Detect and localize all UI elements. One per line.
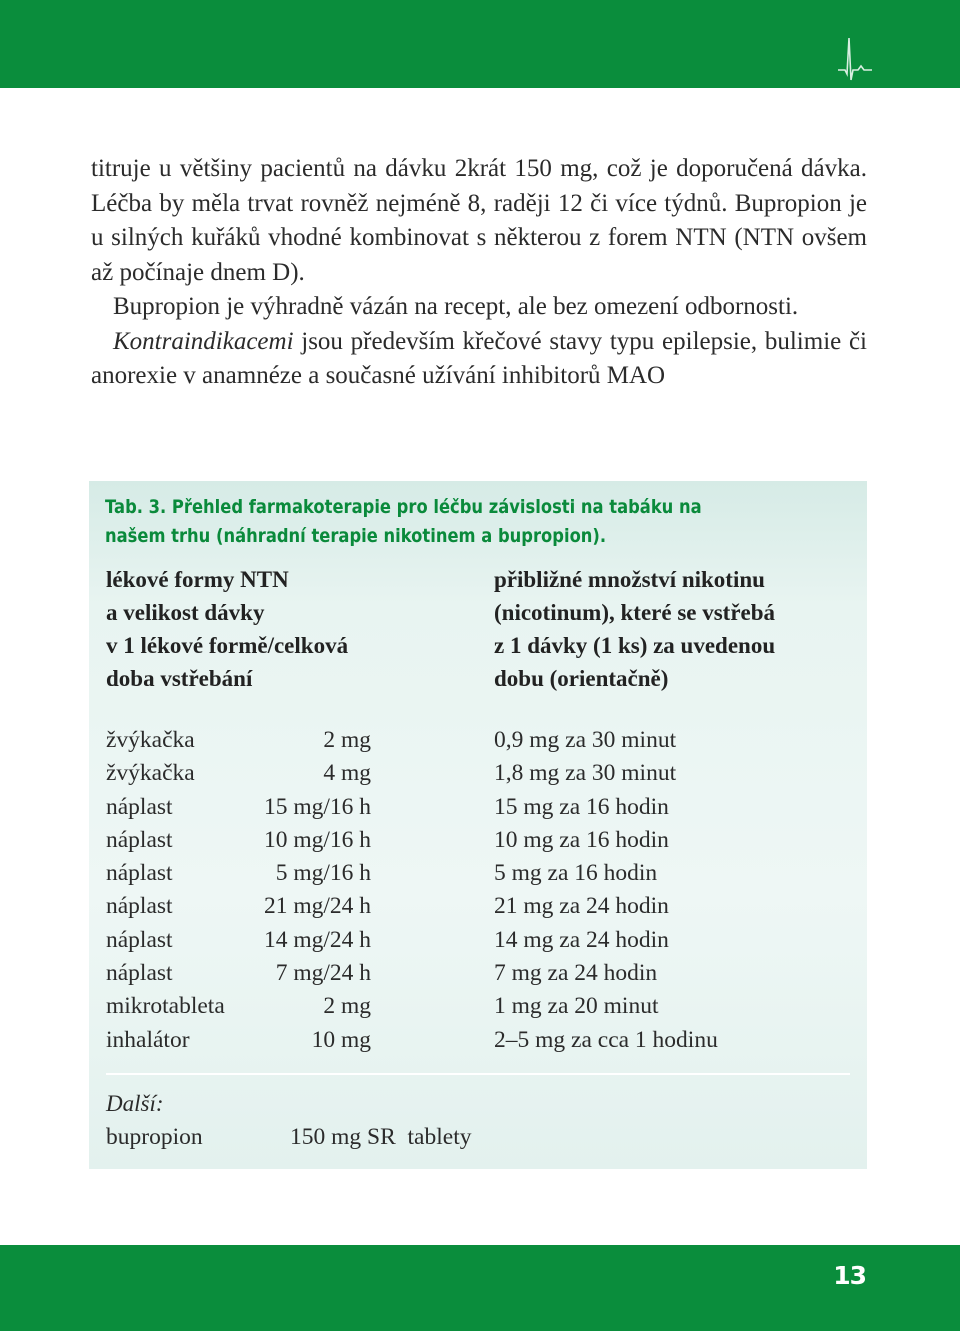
- cell-form: náplast: [106, 793, 173, 820]
- cell-dose: 15 mg/16 h: [263, 793, 371, 820]
- cell-amount: 14 mg za 24 hodin: [494, 926, 669, 953]
- ecg-pulse-icon: [838, 36, 872, 82]
- cell-dose: 10 mg/16 h: [263, 826, 371, 853]
- cell-form: náplast: [106, 860, 173, 887]
- table-row: [106, 957, 846, 990]
- header-right-line: dobu (orientačně): [494, 666, 669, 691]
- cell-dose: 5 mg/16 h: [275, 860, 371, 887]
- cell-amount: 10 mg za 16 hodin: [494, 826, 669, 853]
- table-row: [106, 824, 846, 857]
- table-divider: [106, 1073, 850, 1075]
- table-title: Tab. 3. Přehled farmakoterapie pro léčbu závislosti na tabáku na našem trhu (náhradní terapie nikotinem a bupropion).: [105, 496, 702, 547]
- cell-dose: 21 mg/24 h: [263, 893, 371, 920]
- cell-form: náplast: [106, 826, 173, 853]
- cell-dose: 14 mg/24 h: [263, 926, 371, 953]
- table-row: [106, 1024, 846, 1057]
- cell-amount: 5 mg za 16 hodin: [494, 860, 658, 887]
- cell-form: náplast: [106, 926, 173, 953]
- cell-dose: 7 mg/24 h: [275, 960, 371, 987]
- header-right-line: (nicotinum), které se vstřebá: [494, 600, 776, 625]
- kontraindikace-label: Kontraindikacemi: [113, 327, 294, 355]
- cell-dose: 10 mg: [311, 1026, 371, 1053]
- table-rows: [106, 724, 846, 1057]
- cell-dose: 4 mg: [323, 760, 371, 787]
- page-number: 13: [833, 1261, 866, 1290]
- top-header-bar: [0, 0, 960, 88]
- body-paragraph-2: Bupropion je výhradně vázán na recept, ale bez omezení odbornosti.: [113, 293, 799, 320]
- table-row: [106, 990, 846, 1023]
- cell-form: inhalátor: [106, 1026, 190, 1053]
- cell-amount: 7 mg za 24 hodin: [494, 960, 658, 987]
- cell-amount: 0,9 mg za 30 minut: [494, 727, 677, 753]
- cell-form: žvýkačka: [106, 760, 195, 787]
- table-row: [106, 724, 846, 757]
- table-row: [106, 791, 846, 824]
- header-right-line: přibližné množství nikotinu: [494, 567, 765, 592]
- cell-dose: 2 mg: [323, 993, 371, 1020]
- table-row: [106, 890, 846, 923]
- table-panel: [89, 481, 867, 1169]
- further-label: Další:: [106, 1091, 164, 1116]
- body-text: [91, 152, 867, 394]
- cell-form: náplast: [106, 893, 173, 920]
- cell-amount: 1,8 mg za 30 minut: [494, 760, 677, 787]
- header-left-line: a velikost dávky: [106, 600, 265, 625]
- cell-form: žvýkačka: [106, 727, 195, 753]
- table-row: [106, 924, 846, 957]
- cell-amount: 15 mg za 16 hodin: [494, 793, 669, 820]
- kontraindikace-text: jsou především křečové stavy typu epilepsie, bulimie či anorexie v anamnéze a současné užívání inhibitorů MAO: [91, 327, 867, 389]
- table-row: [106, 857, 846, 890]
- cell-form: náplast: [106, 960, 173, 987]
- cell-form: mikrotableta: [106, 993, 225, 1020]
- further-form: bupropion: [106, 1124, 203, 1150]
- cell-amount: 21 mg za 24 hodin: [494, 893, 669, 920]
- cell-amount: 1 mg za 20 minut: [494, 993, 659, 1020]
- header-right: [494, 563, 775, 695]
- body-paragraph-1: titruje u většiny pacientů na dávku 2krát 150 mg, což je doporučená dávka. Léčba by měla trvat rovněž nejméně 8, raději 12 či více týdnů. Bupropion je u silných kuřáků vhodné kombinovat s některou z forem NTN (NTN ovšem až počínaje dnem D).: [91, 155, 867, 286]
- header-left-line: doba vstřebání: [106, 666, 253, 691]
- header-left-line: v 1 lékové formě/celková: [106, 633, 349, 658]
- further-row: [106, 1124, 846, 1157]
- body-paragraph-3: [91, 325, 867, 394]
- header-right-line: z 1 dávky (1 ks) za uvedenou: [494, 633, 776, 658]
- table-row: [106, 757, 846, 790]
- cell-dose: 2 mg: [323, 727, 371, 753]
- bottom-footer-bar: [0, 1245, 960, 1331]
- header-left-line: lékové formy NTN: [106, 567, 289, 592]
- further-value: 150 mg SR tablety: [290, 1124, 472, 1150]
- cell-amount: 2–5 mg za cca 1 hodinu: [494, 1026, 718, 1053]
- header-left: [106, 563, 348, 695]
